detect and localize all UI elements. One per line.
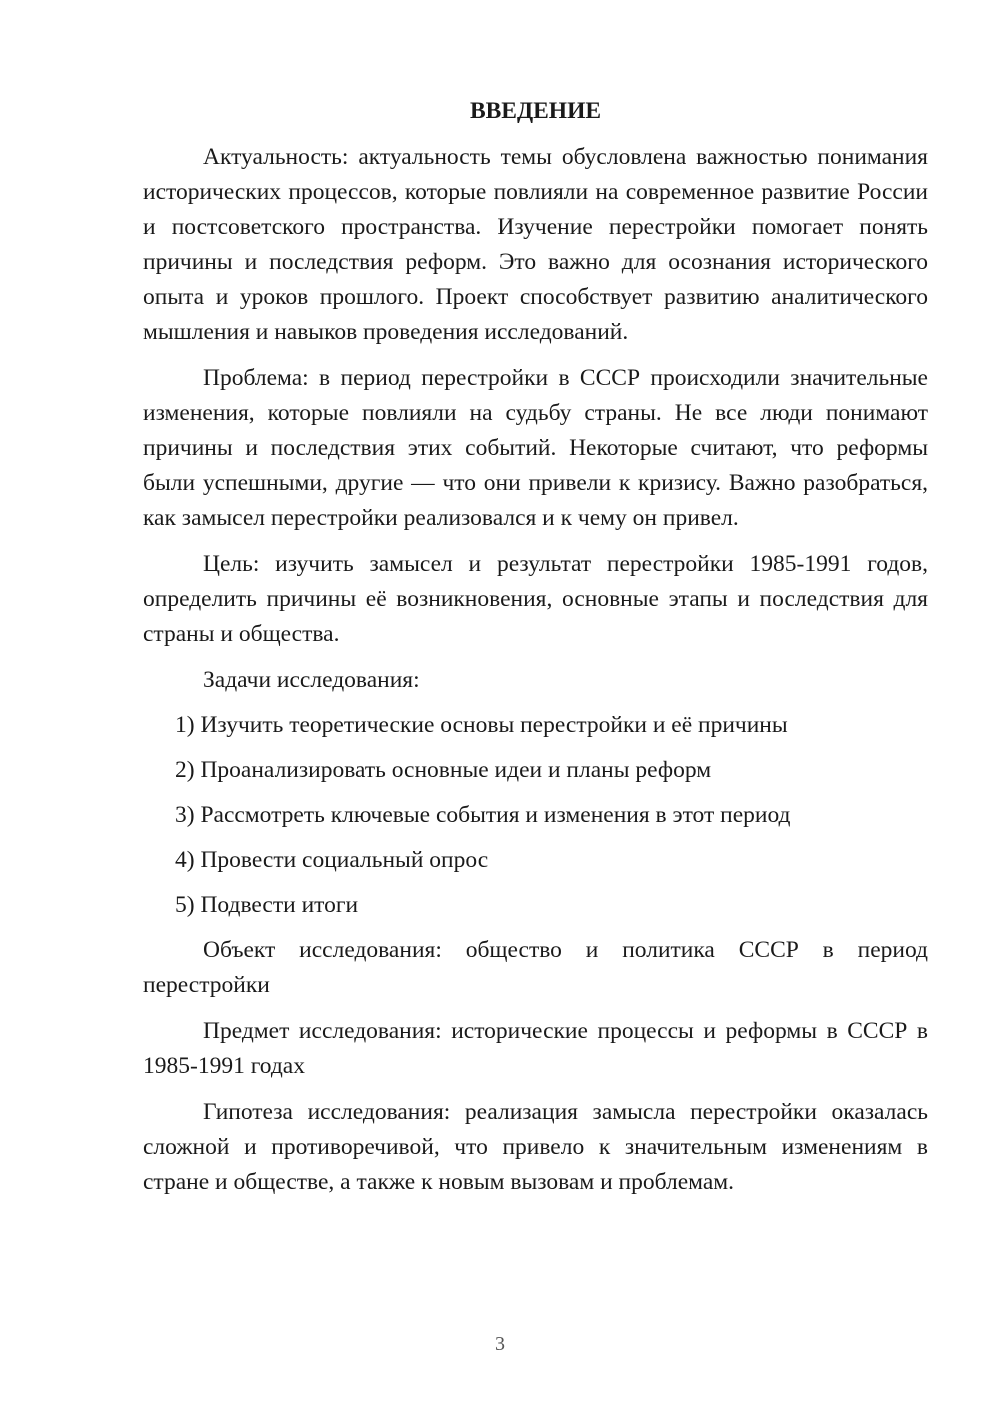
paragraph-object: Объект исследования: общество и политика СССР в период перестройки xyxy=(143,937,928,998)
paragraph-problem: Проблема: в период перестройки в СССР происходили значительные изменения, которые повлияли на судьбу страны. Не все люди понимают причины и последствия этих событий. Некоторые считают, что реформы были успешными, другие — что они привели к кризису. Важно разобраться, как замысел перестройки реализовался и к чему он привел. xyxy=(143,365,928,531)
tasks-list xyxy=(143,708,928,923)
tasks-heading: Задачи исследования: xyxy=(203,667,420,693)
list-item: 5) Подвести итоги xyxy=(175,892,359,918)
paragraph-goal: Цель: изучить замысел и результат перестройки 1985-1991 годов, определить причины её возникновения, основные этапы и последствия для страны и общества. xyxy=(143,551,928,647)
document-page xyxy=(143,95,928,1211)
paragraph-hypothesis: Гипотеза исследования: реализация замысла перестройки оказалась сложной и противоречивой, что привело к значительным изменениям в стране и обществе, а также к новым вызовам и проблемам. xyxy=(143,1099,928,1195)
page-number: 3 xyxy=(495,1333,505,1355)
list-item: 2) Проанализировать основные идеи и планы реформ xyxy=(175,757,712,783)
paragraph-relevance: Актуальность: актуальность темы обусловлена важностью понимания исторических процессов, которые повлияли на современное развитие России и постсоветского пространства. Изучение перестройки помогает понять причины и последствия реформ. Это важно для осознания исторического опыта и уроков прошлого. Проект способствует развитию аналитического мышления и навыков проведения исследований. xyxy=(143,144,928,345)
list-item: 4) Провести социальный опрос xyxy=(175,847,489,873)
document-title: ВВЕДЕНИЕ xyxy=(469,98,602,124)
list-item: 1) Изучить теоретические основы перестройки и её причины xyxy=(175,712,788,738)
list-item: 3) Рассмотреть ключевые события и изменения в этот период xyxy=(175,802,791,828)
paragraph-subject: Предмет исследования: исторические процессы и реформы в СССР в 1985-1991 годах xyxy=(143,1018,928,1079)
